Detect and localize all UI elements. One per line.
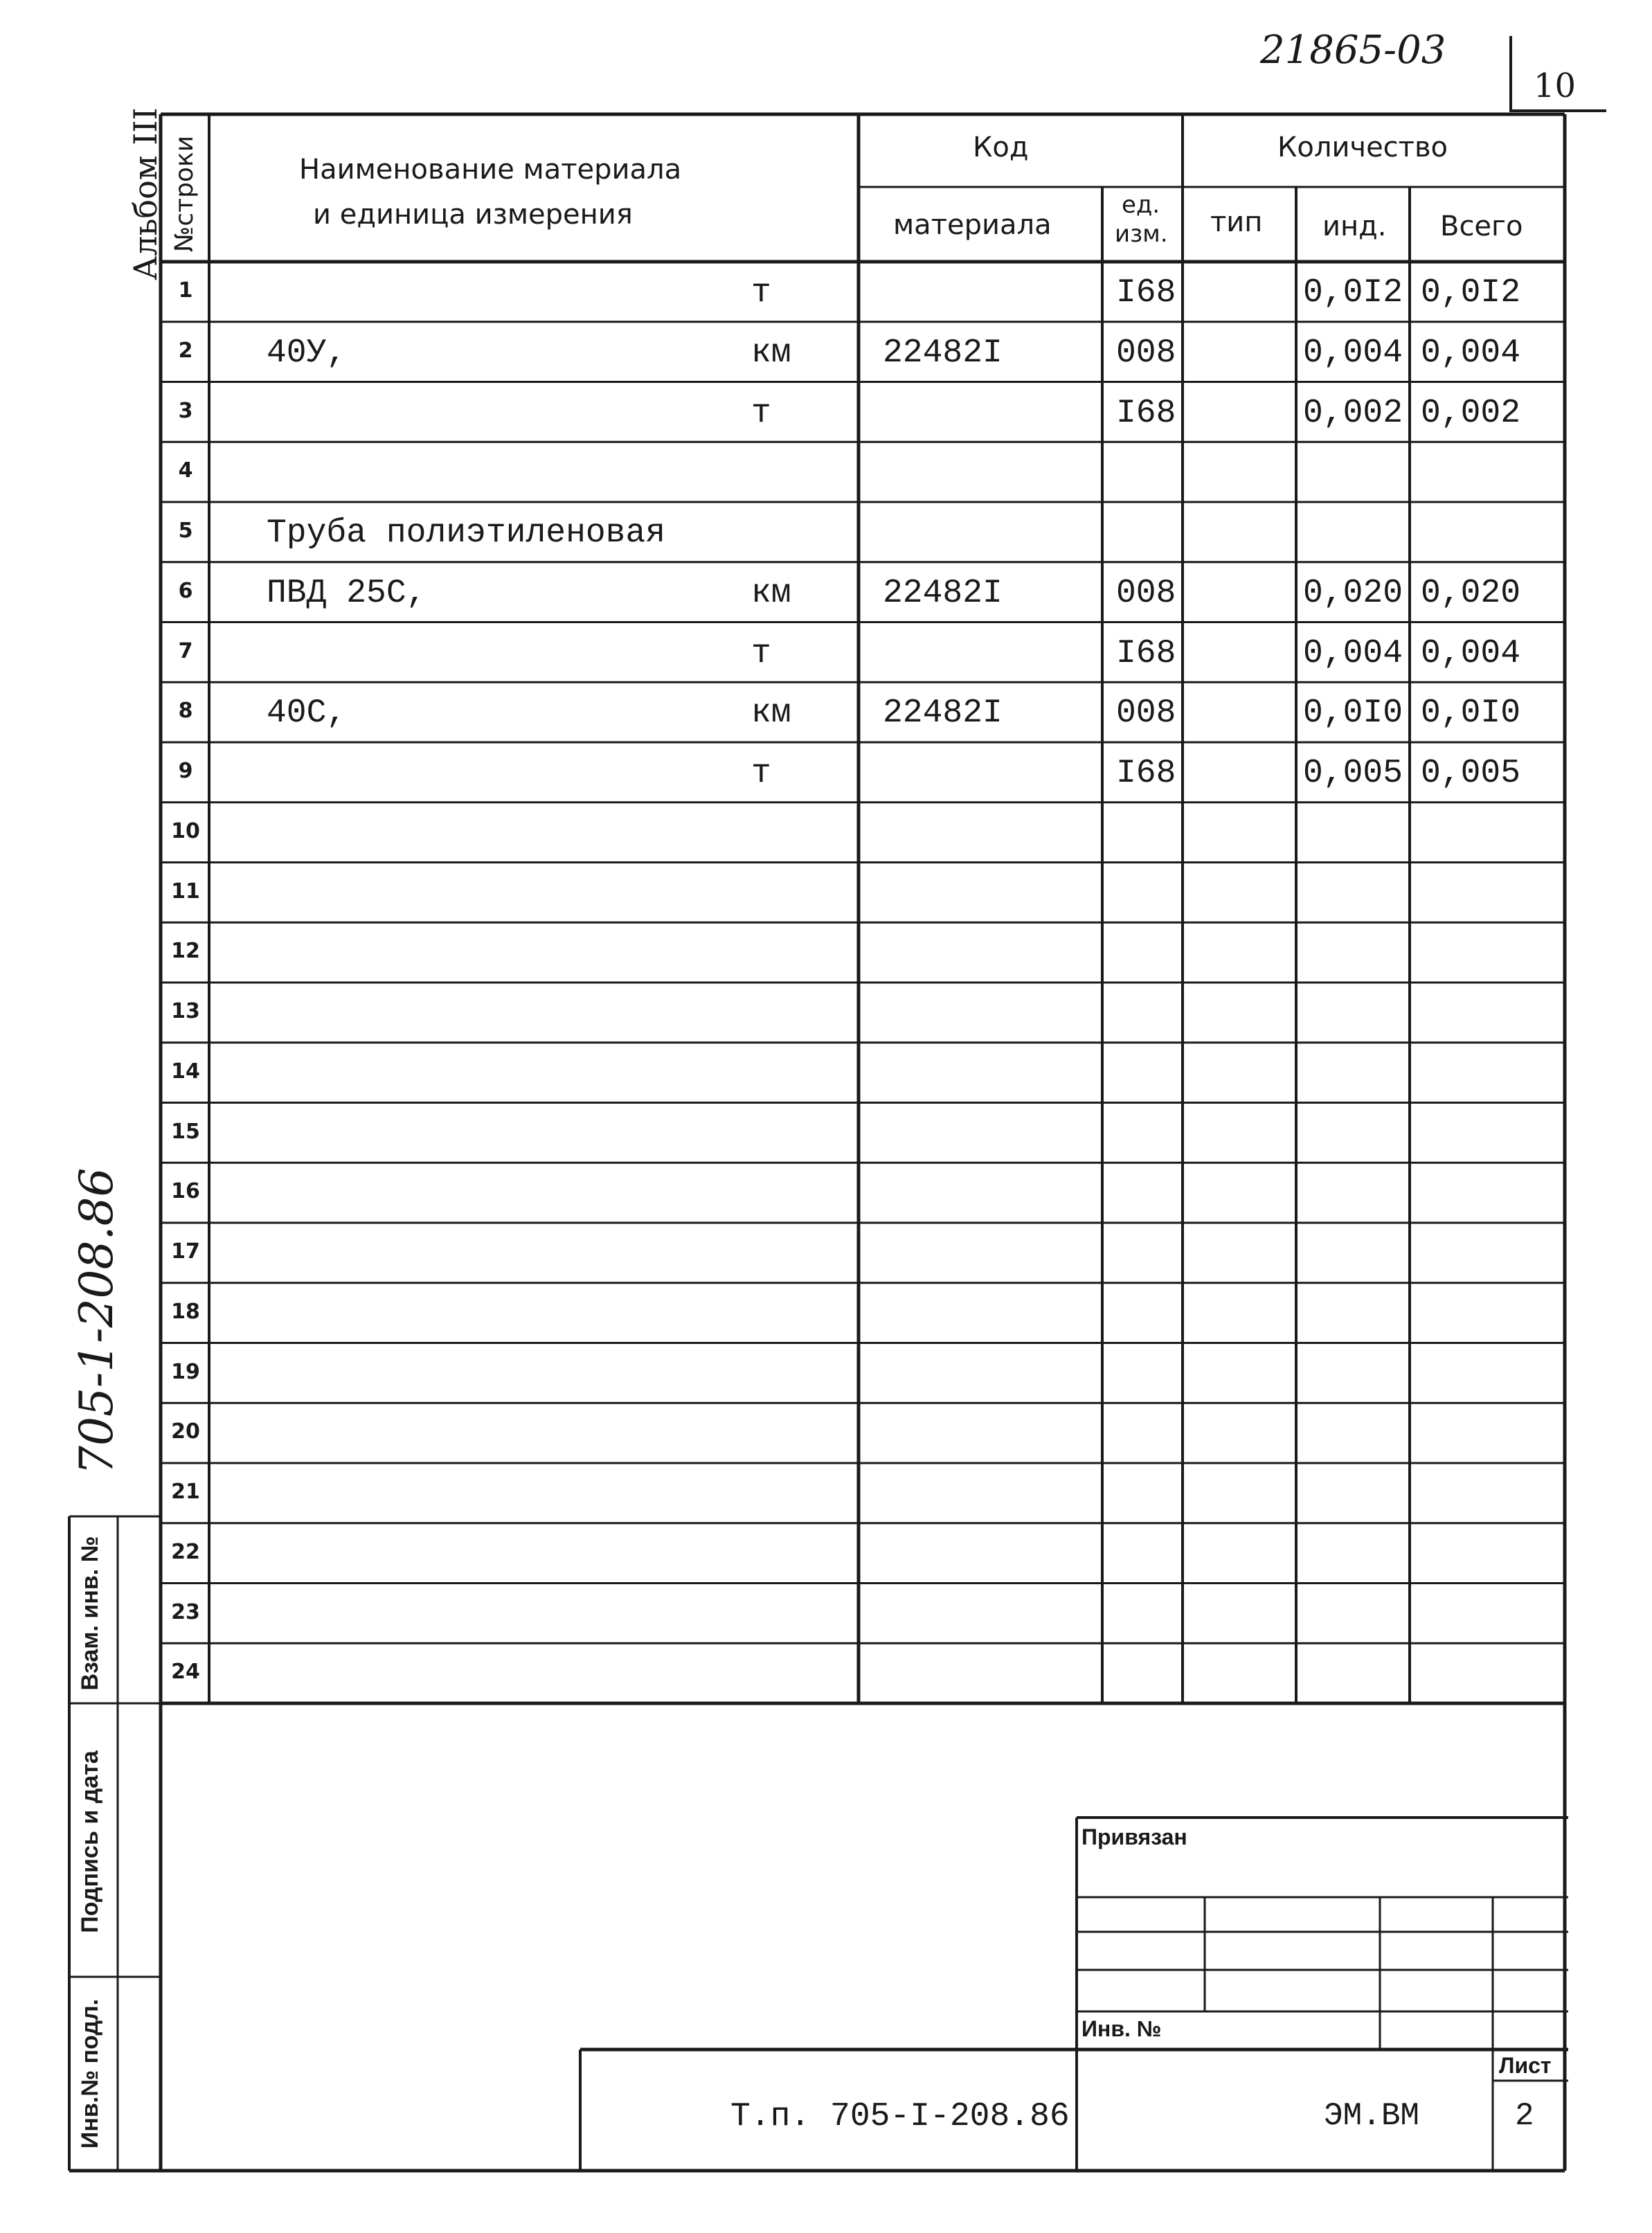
header-name-line1: Наименование материала <box>299 154 682 186</box>
header-total: Всего <box>1440 210 1523 242</box>
document-number: 21865-03 <box>1260 28 1446 73</box>
header-ind: инд. <box>1322 210 1387 242</box>
cell-unit: т <box>751 394 771 432</box>
row-number: 9 <box>178 759 193 783</box>
header-row-no: №строки <box>170 135 199 253</box>
table-row <box>0 1403 1652 1463</box>
table-row <box>0 983 1652 1043</box>
cell-total: 0,002 <box>1421 394 1521 432</box>
row-number: 23 <box>171 1599 200 1624</box>
cell-unit: т <box>751 755 771 792</box>
cell-total: 0,020 <box>1421 574 1521 612</box>
table-row <box>0 1103 1652 1163</box>
row-number: 6 <box>178 578 193 603</box>
album-label: Альбом III <box>127 107 164 280</box>
stamp-list-label: Лист <box>1499 2053 1552 2078</box>
header-name-line2: и единица измерения <box>313 199 633 231</box>
cell-ind: 0,002 <box>1303 394 1403 432</box>
cell-mat-code: 22482I <box>883 334 1003 372</box>
cell-unit: км <box>751 334 791 372</box>
cell-ind: 0,0I0 <box>1303 694 1403 733</box>
row-number: 4 <box>178 458 193 483</box>
header-unit-code-2: изм. <box>1115 220 1168 248</box>
row-number: 15 <box>171 1119 200 1144</box>
header-unit-code-1: ед. <box>1122 191 1160 219</box>
stamp-vzam-inv: Взам. инв. № <box>77 1536 103 1691</box>
table-row <box>0 1043 1652 1103</box>
row-number: 22 <box>171 1539 200 1564</box>
table-row <box>0 922 1652 983</box>
row-number: 5 <box>178 519 193 543</box>
table-row <box>0 382 1652 442</box>
cell-total: 0,0I0 <box>1421 694 1521 733</box>
table-row <box>0 502 1652 562</box>
header-material-code: материала <box>893 209 1052 241</box>
cell-total: 0,0I2 <box>1421 274 1521 312</box>
cell-total: 0,005 <box>1421 755 1521 792</box>
cell-mat-code: 22482I <box>883 574 1003 612</box>
table-row <box>0 742 1652 802</box>
row-number: 16 <box>171 1179 200 1204</box>
table-row <box>0 802 1652 863</box>
table-row <box>0 1223 1652 1283</box>
cell-ind: 0,0I2 <box>1303 274 1403 312</box>
table-row <box>0 682 1652 742</box>
table-row <box>0 1584 1652 1644</box>
stamp-inv-podl: Инв.№ подл. <box>77 1998 103 2149</box>
row-number: 7 <box>178 638 193 663</box>
table-row <box>0 1643 1652 1703</box>
row-number: 18 <box>171 1299 200 1324</box>
row-number: 3 <box>178 398 193 423</box>
row-number: 14 <box>171 1059 200 1084</box>
cell-unit-code: I68 <box>1116 274 1176 312</box>
cell-mat-code: 22482I <box>883 694 1003 733</box>
header-code: Код <box>973 132 1029 163</box>
cell-ind: 0,005 <box>1303 755 1403 792</box>
cell-unit-code: 008 <box>1116 574 1176 612</box>
cell-name: 40У, <box>267 334 347 372</box>
cell-unit-code: I68 <box>1116 755 1176 792</box>
cell-total: 0,004 <box>1421 634 1521 672</box>
row-number: 24 <box>171 1660 200 1685</box>
row-number: 2 <box>178 338 193 363</box>
cell-name: ПВД 25С, <box>267 574 427 612</box>
row-number: 12 <box>171 939 200 964</box>
table-row <box>0 1283 1652 1343</box>
cell-unit: км <box>751 574 791 612</box>
cell-ind: 0,004 <box>1303 334 1403 372</box>
cell-unit-code: 008 <box>1116 694 1176 733</box>
table-row <box>0 262 1652 322</box>
stamp-podpis-data: Подпись и дата <box>77 1750 103 1933</box>
table-row <box>0 1163 1652 1223</box>
header-type: тип <box>1210 206 1263 238</box>
stamp-list-no: 2 <box>1515 2098 1534 2134</box>
cell-name: Труба полиэтиленовая <box>267 514 666 552</box>
cell-name: 40С, <box>267 694 347 733</box>
table-row <box>0 322 1652 382</box>
cell-unit-code: 008 <box>1116 334 1176 372</box>
row-number: 13 <box>171 999 200 1023</box>
table-row <box>0 562 1652 622</box>
row-number: 21 <box>171 1480 200 1504</box>
cell-unit: т <box>751 634 771 672</box>
stamp-privyazan: Привязан <box>1081 1824 1187 1849</box>
cell-ind: 0,004 <box>1303 634 1403 672</box>
row-number: 17 <box>171 1239 200 1264</box>
table-row <box>0 1343 1652 1404</box>
row-number: 10 <box>171 818 200 843</box>
table-row <box>0 1463 1652 1523</box>
row-number: 20 <box>171 1419 200 1444</box>
table-row <box>0 442 1652 502</box>
row-number: 1 <box>178 278 193 303</box>
table-row <box>0 1523 1652 1584</box>
stamp-inv-no: Инв. № <box>1081 2016 1162 2041</box>
row-number: 8 <box>178 699 193 724</box>
stamp-title: Т.п. 705-I-208.86 <box>730 2098 1070 2135</box>
side-code: 705-1-208.86 <box>70 1167 123 1475</box>
table-row <box>0 622 1652 683</box>
sheet-mark: 10 <box>1534 66 1577 105</box>
cell-unit: км <box>751 694 791 733</box>
cell-unit-code: I68 <box>1116 394 1176 432</box>
cell-unit-code: I68 <box>1116 634 1176 672</box>
cell-ind: 0,020 <box>1303 574 1403 612</box>
row-number: 19 <box>171 1359 200 1384</box>
cell-unit: т <box>751 274 771 312</box>
row-number: 11 <box>171 879 200 904</box>
stamp-code: ЭМ.ВМ <box>1324 2098 1420 2134</box>
table-row <box>0 863 1652 923</box>
cell-total: 0,004 <box>1421 334 1521 372</box>
header-quantity: Количество <box>1277 132 1448 163</box>
